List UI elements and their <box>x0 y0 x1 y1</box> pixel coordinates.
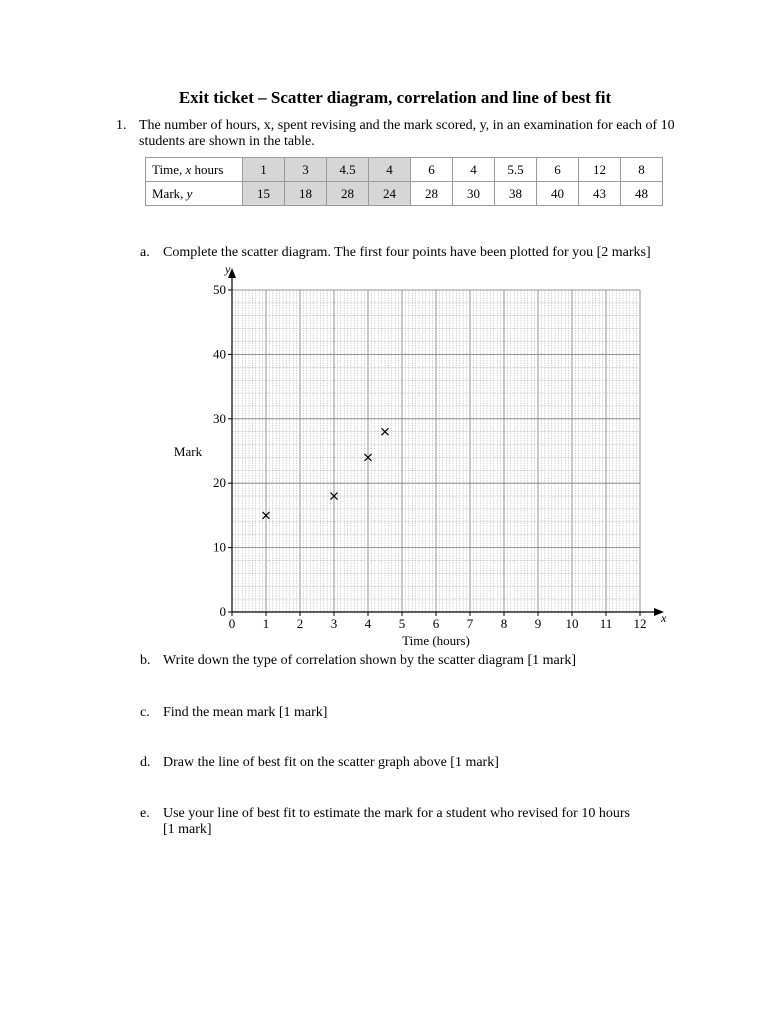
table-cell-time: 6 <box>411 158 453 182</box>
question-intro: The number of hours, x, spent revising and the mark scored, y, in an examination for each of 10 students are shown in the table. <box>139 118 675 149</box>
part-a-text: Complete the scatter diagram. The first four points have been plotted for you [2 marks] <box>163 245 651 260</box>
table-cell-time: 4 <box>453 158 495 182</box>
part-b-text: Write down the type of correlation shown by the scatter diagram [1 mark] <box>163 653 577 668</box>
x-tick-label: 12 <box>633 616 647 631</box>
x-tick-label: 5 <box>398 616 406 631</box>
y-axis-label: Mark <box>173 444 203 459</box>
question-number: 1. <box>116 118 127 133</box>
x-tick-label: 4 <box>364 616 372 631</box>
y-tick-label: 50 <box>213 282 226 297</box>
x-tick-label: 0 <box>228 616 236 631</box>
x-axis-label: Time (hours) <box>402 633 470 648</box>
table-cell-time: 3 <box>285 158 327 182</box>
table-cell-mark: 15 <box>243 182 285 206</box>
y-tick-label: 40 <box>213 346 226 362</box>
part-d-letter: d. <box>140 755 151 770</box>
part-e-text: Use your line of best fit to estimate the mark for a student who revised for 10 hours [1 mark] <box>163 806 630 837</box>
page-title: Exit ticket – Scatter diagram, correlation and line of best fit <box>178 88 612 107</box>
y-tick-label: 0 <box>219 604 226 619</box>
x-tick-label: 7 <box>466 616 474 631</box>
table-cell-mark: 24 <box>369 182 411 206</box>
table-cell-time: 1 <box>243 158 285 182</box>
y-tick-label: 30 <box>213 410 226 426</box>
y-tick-label: 20 <box>213 475 226 491</box>
y-axis-variable: y <box>225 262 231 276</box>
x-tick-label: 8 <box>500 616 508 631</box>
table-cell-time: 6 <box>537 158 579 182</box>
x-tick-label: 3 <box>330 616 338 631</box>
table-cell-mark: 43 <box>579 182 621 206</box>
x-axis-variable: x <box>661 611 667 625</box>
table-cell-time: 4 <box>369 158 411 182</box>
row-header-mark: Mark, y <box>146 182 243 206</box>
part-e-letter: e. <box>140 806 150 821</box>
part-b-letter: b. <box>140 653 151 668</box>
part-a-letter: a. <box>140 245 150 260</box>
table-cell-time: 4.5 <box>327 158 369 182</box>
x-tick-label: 2 <box>296 616 304 631</box>
table-cell-mark: 28 <box>327 182 369 206</box>
table-cell-mark: 40 <box>537 182 579 206</box>
table-cell-mark: 30 <box>453 182 495 206</box>
y-tick-label: 10 <box>213 539 226 555</box>
x-tick-label: 6 <box>432 616 440 631</box>
table-cell-mark: 48 <box>621 182 663 206</box>
table-cell-time: 8 <box>621 158 663 182</box>
row-header-time: Time, x hours <box>146 158 243 182</box>
table-cell-mark: 18 <box>285 182 327 206</box>
part-c-letter: c. <box>140 705 150 720</box>
table-cell-mark: 28 <box>411 182 453 206</box>
table-cell-mark: 38 <box>495 182 537 206</box>
x-tick-label: 11 <box>599 616 613 631</box>
part-c-text: Find the mean mark [1 mark] <box>163 705 328 720</box>
table-cell-time: 12 <box>579 158 621 182</box>
table-cell-time: 5.5 <box>495 158 537 182</box>
x-tick-label: 1 <box>262 616 270 631</box>
part-d-text: Draw the line of best fit on the scatter graph above [1 mark] <box>163 755 499 770</box>
x-tick-label: 10 <box>565 616 579 631</box>
x-tick-label: 9 <box>534 616 542 631</box>
